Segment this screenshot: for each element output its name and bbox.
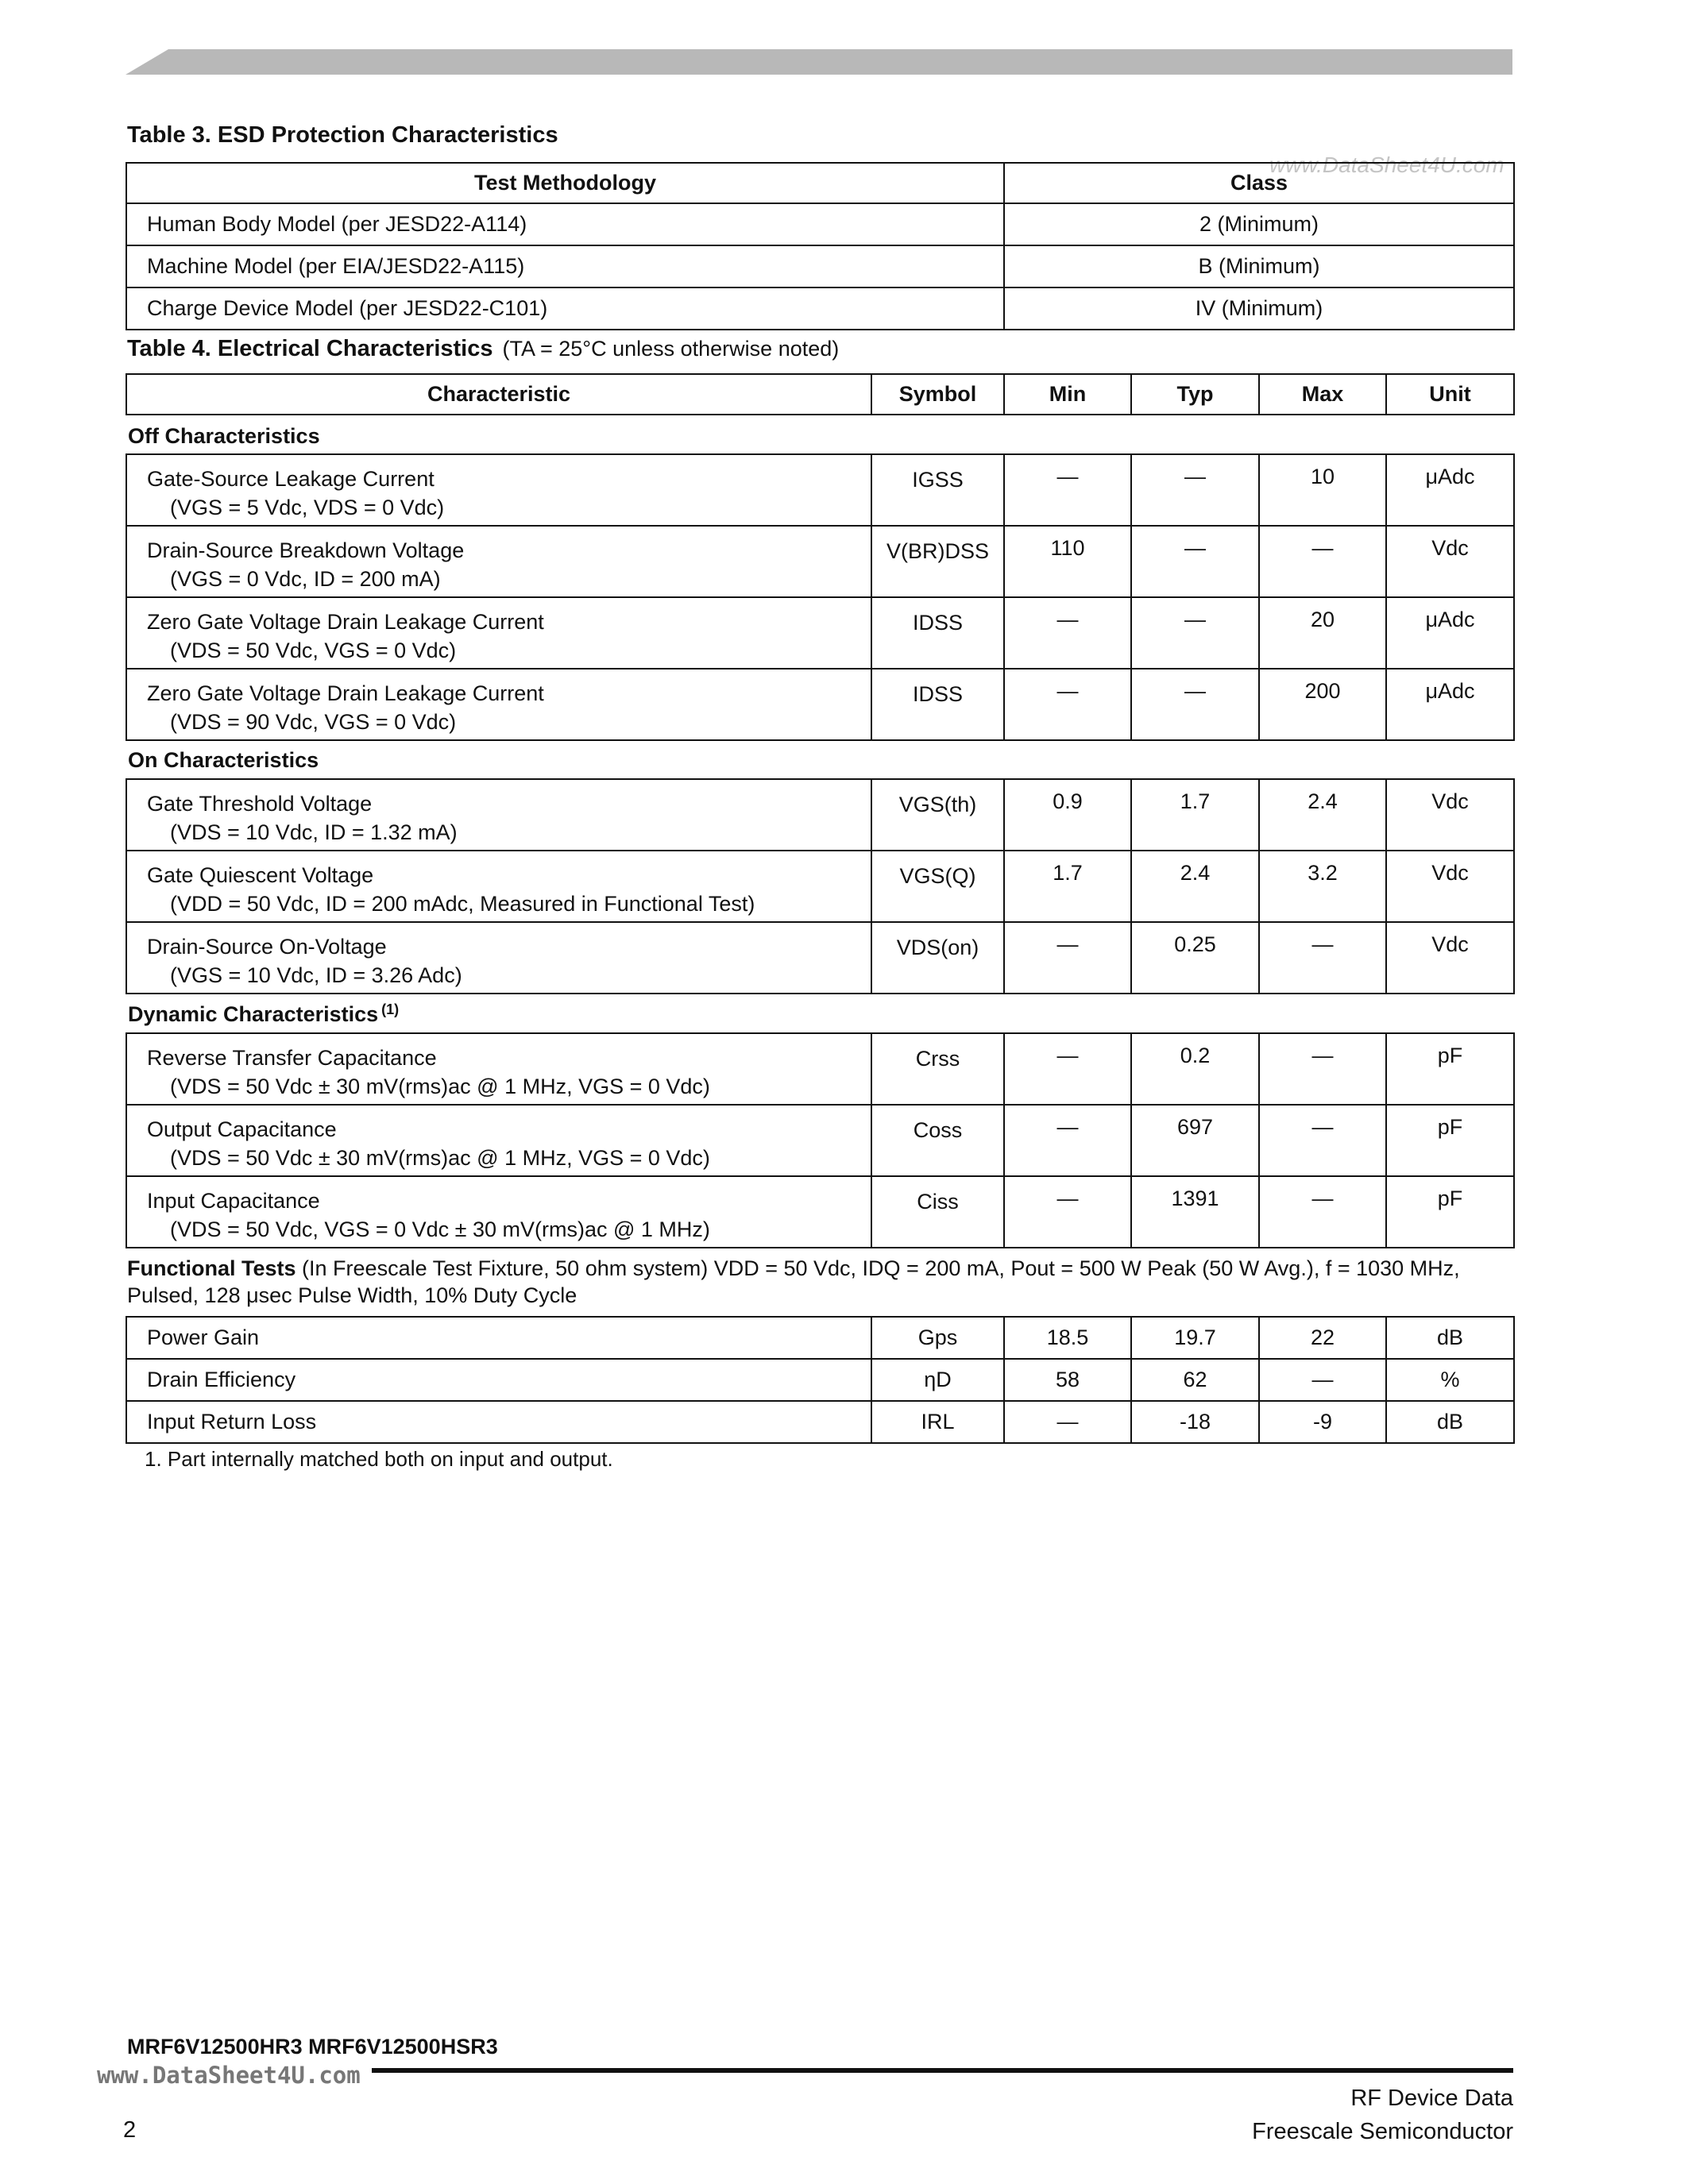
symbol: VDS(on): [871, 922, 1004, 994]
company-name: Freescale Semiconductor: [1252, 2119, 1513, 2144]
header-test-methodology: Test Methodology: [126, 163, 1004, 203]
functional-tests-condition: (In Freescale Test Fixture, 50 ohm system) VDD = 50 Vdc, IDQ = 200 mA, Pout = 500 W Peak (50 W Avg.), f = 1030 MHz, Pulsed, 128 μsec Pulse Width, 10% Duty Cycle: [127, 1256, 1460, 1307]
unit: Vdc: [1386, 922, 1514, 994]
symbol: VGS(th): [871, 779, 1004, 851]
unit: pF: [1386, 1105, 1514, 1176]
max-value: -9: [1259, 1401, 1386, 1443]
symbol: IGSS: [871, 454, 1004, 526]
section-dynamic-label: [128, 1001, 399, 1027]
typ-value: —: [1131, 597, 1259, 669]
characteristic-name: Drain Efficiency: [126, 1359, 871, 1401]
esd-class: IV (Minimum): [1004, 287, 1514, 330]
test-condition: (VDS = 10 Vdc, ID = 1.32 mA): [170, 820, 458, 844]
header-typ: Typ: [1131, 374, 1259, 415]
table-row: [126, 245, 1514, 287]
typ-value: —: [1131, 669, 1259, 740]
esd-header-row: [126, 163, 1514, 203]
typ-value: 2.4: [1131, 851, 1259, 922]
symbol: IDSS: [871, 669, 1004, 740]
table-row: [126, 669, 1514, 740]
min-value: —: [1004, 454, 1131, 526]
max-value: —: [1259, 1033, 1386, 1105]
unit: μAdc: [1386, 454, 1514, 526]
symbol: IRL: [871, 1401, 1004, 1443]
test-condition: (VGS = 5 Vdc, VDS = 0 Vdc): [170, 496, 445, 519]
unit: Vdc: [1386, 526, 1514, 597]
unit: μAdc: [1386, 597, 1514, 669]
table-row: [126, 597, 1514, 669]
on-characteristics-table: [126, 778, 1515, 994]
table4-condition: (TA = 25°C unless otherwise noted): [502, 337, 840, 361]
min-value: 18.5: [1004, 1317, 1131, 1359]
table-row: [126, 203, 1514, 245]
functional-tests-title: Functional Tests: [127, 1256, 296, 1280]
test-condition: (VDS = 50 Vdc, VGS = 0 Vdc): [170, 639, 457, 662]
characteristic-name: Power Gain: [126, 1317, 871, 1359]
esd-class: 2 (Minimum): [1004, 203, 1514, 245]
symbol: Coss: [871, 1105, 1004, 1176]
typ-value: -18: [1131, 1401, 1259, 1443]
test-condition: (VDD = 50 Vdc, ID = 200 mAdc, Measured in Functional Test): [170, 892, 755, 916]
characteristic-cell: [126, 454, 871, 526]
table-row: [126, 1317, 1514, 1359]
typ-value: 1.7: [1131, 779, 1259, 851]
max-value: —: [1259, 922, 1386, 994]
header-class: Class: [1004, 163, 1514, 203]
unit: pF: [1386, 1033, 1514, 1105]
esd-class: B (Minimum): [1004, 245, 1514, 287]
max-value: —: [1259, 1105, 1386, 1176]
typ-value: 62: [1131, 1359, 1259, 1401]
esd-table: [126, 162, 1515, 330]
characteristic-cell: [126, 851, 871, 922]
table-row: [126, 851, 1514, 922]
watermark-top: www.DataSheet4U.com: [1269, 152, 1505, 177]
typ-value: 0.2: [1131, 1033, 1259, 1105]
doc-type: RF Device Data: [1350, 2086, 1513, 2111]
typ-value: 1391: [1131, 1176, 1259, 1248]
footer-divider: [372, 2068, 1513, 2073]
characteristic-name: Reverse Transfer Capacitance: [147, 1046, 437, 1070]
min-value: —: [1004, 597, 1131, 669]
table-row: [126, 454, 1514, 526]
section-dynamic-text: Dynamic Characteristics: [128, 1002, 379, 1026]
functional-tests-table: [126, 1316, 1515, 1444]
table4-title: [127, 336, 839, 362]
table-row: [126, 1359, 1514, 1401]
symbol: V(BR)DSS: [871, 526, 1004, 597]
max-value: 200: [1259, 669, 1386, 740]
typ-value: —: [1131, 454, 1259, 526]
characteristic-name: Drain‑Source Breakdown Voltage: [147, 538, 465, 562]
test-condition: (VGS = 0 Vdc, ID = 200 mA): [170, 567, 441, 591]
unit: pF: [1386, 1176, 1514, 1248]
characteristic-name: Output Capacitance: [147, 1117, 337, 1141]
section-on-label: On Characteristics: [128, 748, 319, 772]
min-value: 58: [1004, 1359, 1131, 1401]
table-row: [126, 922, 1514, 994]
symbol: Ciss: [871, 1176, 1004, 1248]
table-row: [126, 1105, 1514, 1176]
unit: Vdc: [1386, 851, 1514, 922]
dynamic-characteristics-table: [126, 1032, 1515, 1248]
max-value: 10: [1259, 454, 1386, 526]
esd-method: Machine Model (per EIA/JESD22‑A115): [126, 245, 1004, 287]
section-off-label: Off Characteristics: [128, 424, 320, 448]
table-row: [126, 287, 1514, 330]
header-max: Max: [1259, 374, 1386, 415]
characteristic-name: Zero Gate Voltage Drain Leakage Current: [147, 610, 544, 634]
characteristic-cell: [126, 1033, 871, 1105]
symbol: Crss: [871, 1033, 1004, 1105]
test-condition: (VDS = 50 Vdc ± 30 mV(rms)ac @ 1 MHz, VGS = 0 Vdc): [170, 1075, 710, 1098]
max-value: —: [1259, 1359, 1386, 1401]
test-condition: (VDS = 50 Vdc ± 30 mV(rms)ac @ 1 MHz, VGS = 0 Vdc): [170, 1146, 710, 1170]
min-value: 110: [1004, 526, 1131, 597]
max-value: 3.2: [1259, 851, 1386, 922]
characteristic-cell: [126, 1176, 871, 1248]
typ-value: 697: [1131, 1105, 1259, 1176]
footnote: 1. Part internally matched both on input and output.: [145, 1447, 613, 1471]
characteristic-name: Gate‑Source Leakage Current: [147, 467, 435, 491]
table3-title: Table 3. ESD Protection Characteristics: [127, 122, 558, 148]
watermark-bottom: www.DataSheet4U.com: [97, 2062, 361, 2089]
characteristic-name: Drain‑Source On‑Voltage: [147, 935, 387, 959]
part-numbers: MRF6V12500HR3 MRF6V12500HSR3: [127, 2035, 498, 2059]
electrical-header: [126, 373, 1515, 415]
unit: %: [1386, 1359, 1514, 1401]
min-value: 0.9: [1004, 779, 1131, 851]
characteristic-cell: [126, 526, 871, 597]
table4-title-text: Table 4. Electrical Characteristics: [127, 336, 493, 361]
min-value: —: [1004, 1105, 1131, 1176]
table-row: [126, 526, 1514, 597]
page-number: 2: [123, 2117, 137, 2143]
table-row: [126, 1176, 1514, 1248]
max-value: 22: [1259, 1317, 1386, 1359]
header-unit: Unit: [1386, 374, 1514, 415]
min-value: —: [1004, 1176, 1131, 1248]
min-value: —: [1004, 1033, 1131, 1105]
characteristic-cell: [126, 922, 871, 994]
min-value: —: [1004, 922, 1131, 994]
typ-value: 0.25: [1131, 922, 1259, 994]
test-condition: (VGS = 10 Vdc, ID = 3.26 Adc): [170, 963, 462, 987]
symbol: VGS(Q): [871, 851, 1004, 922]
characteristic-cell: [126, 669, 871, 740]
header-min: Min: [1004, 374, 1131, 415]
symbol: ηD: [871, 1359, 1004, 1401]
test-condition: (VDS = 90 Vdc, VGS = 0 Vdc): [170, 710, 457, 734]
unit: dB: [1386, 1317, 1514, 1359]
off-characteristics-table: [126, 453, 1515, 741]
test-condition: (VDS = 50 Vdc, VGS = 0 Vdc ± 30 mV(rms)ac @ 1 MHz): [170, 1217, 710, 1241]
characteristic-cell: [126, 779, 871, 851]
esd-method: Charge Device Model (per JESD22‑C101): [126, 287, 1004, 330]
characteristic-name: Gate Threshold Voltage: [147, 792, 373, 816]
unit: μAdc: [1386, 669, 1514, 740]
characteristic-name: Zero Gate Voltage Drain Leakage Current: [147, 681, 544, 705]
typ-value: 19.7: [1131, 1317, 1259, 1359]
functional-tests-label: [127, 1255, 1525, 1309]
table-row: [126, 1033, 1514, 1105]
min-value: 1.7: [1004, 851, 1131, 922]
header-bar: [126, 49, 1512, 75]
symbol: Gps: [871, 1317, 1004, 1359]
characteristic-name: Input Capacitance: [147, 1189, 320, 1213]
characteristic-name: Input Return Loss: [126, 1401, 871, 1443]
table-row: [126, 779, 1514, 851]
symbol: IDSS: [871, 597, 1004, 669]
characteristic-cell: [126, 597, 871, 669]
characteristic-cell: [126, 1105, 871, 1176]
max-value: 20: [1259, 597, 1386, 669]
characteristic-name: Gate Quiescent Voltage: [147, 863, 374, 887]
unit: dB: [1386, 1401, 1514, 1443]
electrical-header-row: [126, 374, 1514, 415]
typ-value: —: [1131, 526, 1259, 597]
esd-method: Human Body Model (per JESD22‑A114): [126, 203, 1004, 245]
footnote-ref: (1): [381, 1001, 400, 1017]
max-value: —: [1259, 526, 1386, 597]
min-value: —: [1004, 1401, 1131, 1443]
max-value: —: [1259, 1176, 1386, 1248]
min-value: —: [1004, 669, 1131, 740]
header-characteristic: Characteristic: [126, 374, 871, 415]
unit: Vdc: [1386, 779, 1514, 851]
table-row: [126, 1401, 1514, 1443]
header-symbol: Symbol: [871, 374, 1004, 415]
max-value: 2.4: [1259, 779, 1386, 851]
